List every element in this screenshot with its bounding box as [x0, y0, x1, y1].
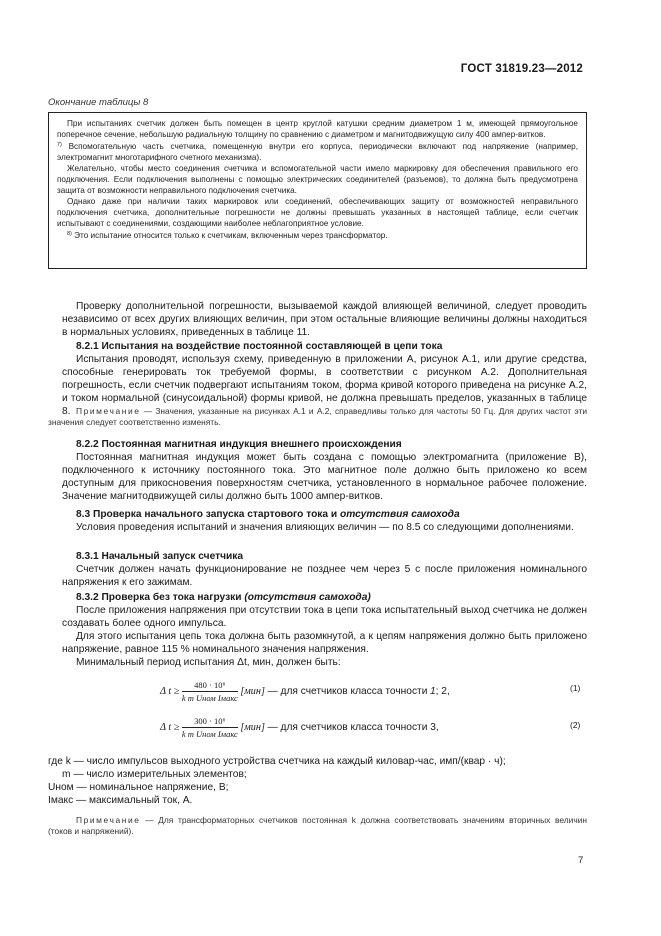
standard-number: ГОСТ 31819.23—2012: [460, 63, 583, 75]
section-8-2-2-text: Постоянная магнитная индукция может быть создана с помощью электромагнита (приложение В), подключенного к источнику постоянного тока. Это магнитное поле должно быть приложено ко всем доступным для прикосновения поверхностям счетчика, установленного в нормальное рабочее положение. Значение магнитодвижущей силы должно быть 1000 ампер-витков.: [62, 452, 587, 502]
table-paragraph-1: При испытаниях счетчик должен быть помещен в центр круглой катушки средним диаметром 1 м, имеющей прямоугольное поперечное сечение, небольшую радиальную толщину по сравнению с диаметром и магнитодвижущую силу 400 ампер-витков.: [57, 119, 578, 139]
table-caption: Окончание таблицы 8: [48, 97, 149, 108]
footnote-mark-7: 7): [57, 142, 62, 148]
footnote-8-text: Это испытание относится только к счетчикам, включенным через трансформатор.: [74, 231, 388, 240]
where-u: Uном — номинальное напряжение, В;: [48, 782, 229, 793]
section-8-2-2: [62, 438, 587, 503]
formula-1: Δ t ≥ $\frac{\text{480 · 10⁶}}{\text{k m Uном Iмакс}}$ [мин] — для счетчиков класса точности 1; 2,: [160, 680, 450, 703]
section-8-2-2-heading: 8.2.2 Постоянная магнитная индукция внешнего происхождения: [76, 439, 402, 450]
section-8-3-2-heading: 8.3.2 Проверка без тока нагрузки (отсутствия самохода): [76, 592, 371, 603]
table-footnote-8: [57, 229, 578, 241]
where-m: m — число измерительных элементов;: [62, 769, 247, 780]
intro-text: Проверку дополнительной погрешности, вызываемой каждой влияющей величиной, следует проводить независимо от всех других влияющих величин, при этом остальные влияющие величины должны находиться в нормальных условиях, приведенных в таблице 11.: [62, 301, 587, 338]
note-text: — Значения, указанные на рисунках А.1 и А.2, справедливы только для частоты 50 Гц. Для других частот эти значения следует соответственно изменять.: [48, 406, 587, 427]
intro-paragraph: [62, 300, 587, 339]
formula-2-number: (2): [570, 720, 581, 730]
section-8-3: [62, 508, 587, 534]
section-8-2-1-heading: 8.2.1 Испытания на воздействие постоянной составляющей в цепи тока: [76, 341, 443, 352]
where-i: Iмакс — максимальный ток, А.: [48, 795, 193, 806]
formula-1-number: (1): [570, 683, 581, 693]
section-8-3-heading: 8.3 Проверка начального запуска стартового тока и отсутствия самохода: [76, 509, 460, 520]
table-paragraph-3: Однако даже при наличии таких маркировок или соединений, обеспечивающих защиту от возможностей неправильного подключения счетчика, дополнительные погрешности не должны превышать указанных в настоящей таблице, если счетчик испытывают с соединениями, создающими наиболее неблагоприятное условие.: [57, 197, 578, 228]
section-8-3-1: [62, 550, 587, 589]
table-footnote-7: [57, 140, 578, 163]
where-k: где k — число импульсов выходного устройства счетчика на каждый киловар-час, имп/(квар · ч);: [48, 756, 506, 767]
note-8-2-1: [48, 406, 587, 428]
section-8-3-text: Условия проведения испытаний и значения влияющих величин — по 8.5 со следующими дополнениями.: [76, 522, 574, 533]
section-8-3-1-text: Счетчик должен начать функционирование не позднее чем через 5 с после приложения номинального напряжения к его зажимам.: [62, 564, 587, 588]
final-note-label: Примечание: [76, 815, 141, 825]
page-number: 7: [578, 855, 584, 866]
section-8-3-2-text-1: После приложения напряжения при отсутствии тока в цепи тока испытательный выход счетчика не должен создавать более одного импульса.: [62, 605, 587, 629]
final-note: [48, 815, 587, 837]
table-paragraph-2: Желательно, чтобы место соединения счетчика и вспомогательной части имело маркировку для обеспечения правильного его подключения. Если подключения выполнены с помощью электрических соединителей (разъемов), то должна быть предусмотрена защита от возможности неправильного подключения счетчика.: [57, 164, 578, 195]
table-8-end-box: [48, 112, 587, 269]
section-8-2-1-text: Испытания проводят, используя схему, приведенную в приложении А, рисунок А.1, или другие средства, способные генерировать ток требуемой формы, в соответствии с рисунком А.2. Дополнительная погрешность, если счетчик подвергают испытаниям током, форма кривой которого приведена на рисунке А.2, и током нормальной (синусоидальной) формы кривой, не должна превышать пределов, указанных в таблице 8.: [62, 354, 587, 417]
formula-2: Δ t ≥ $\frac{\text{300 · 10⁶}}{\text{k m Uном Iмакс}}$ [мин] — для счетчиков класса точности 3,: [160, 716, 439, 739]
final-note-text: — Для трансформаторных счетчиков постоянная k должна соответствовать значениям вторичных величин (токов и напряжений).: [48, 815, 587, 836]
footnote-mark-8: 8): [67, 231, 72, 237]
note-label: Примечание: [76, 406, 141, 416]
section-8-3-1-heading: 8.3.1 Начальный запуск счетчика: [76, 551, 244, 562]
footnote-7-text: Вспомогательную часть счетчика, помещенную внутри его корпуса, периодически включают под напряжение (например, электромагнит многотарифного счетного механизма).: [57, 142, 578, 162]
where-block: [48, 755, 587, 807]
section-8-3-2: [62, 591, 587, 669]
section-8-3-2-text-3: Минимальный период испытания Δt, мин, должен быть:: [76, 657, 341, 668]
section-8-3-2-text-2: Для этого испытания цепь тока должна быть разомкнутой, а к цепям напряжения должно быть приложено напряжение, равное 115 % номинального значения напряжения.: [62, 631, 587, 655]
